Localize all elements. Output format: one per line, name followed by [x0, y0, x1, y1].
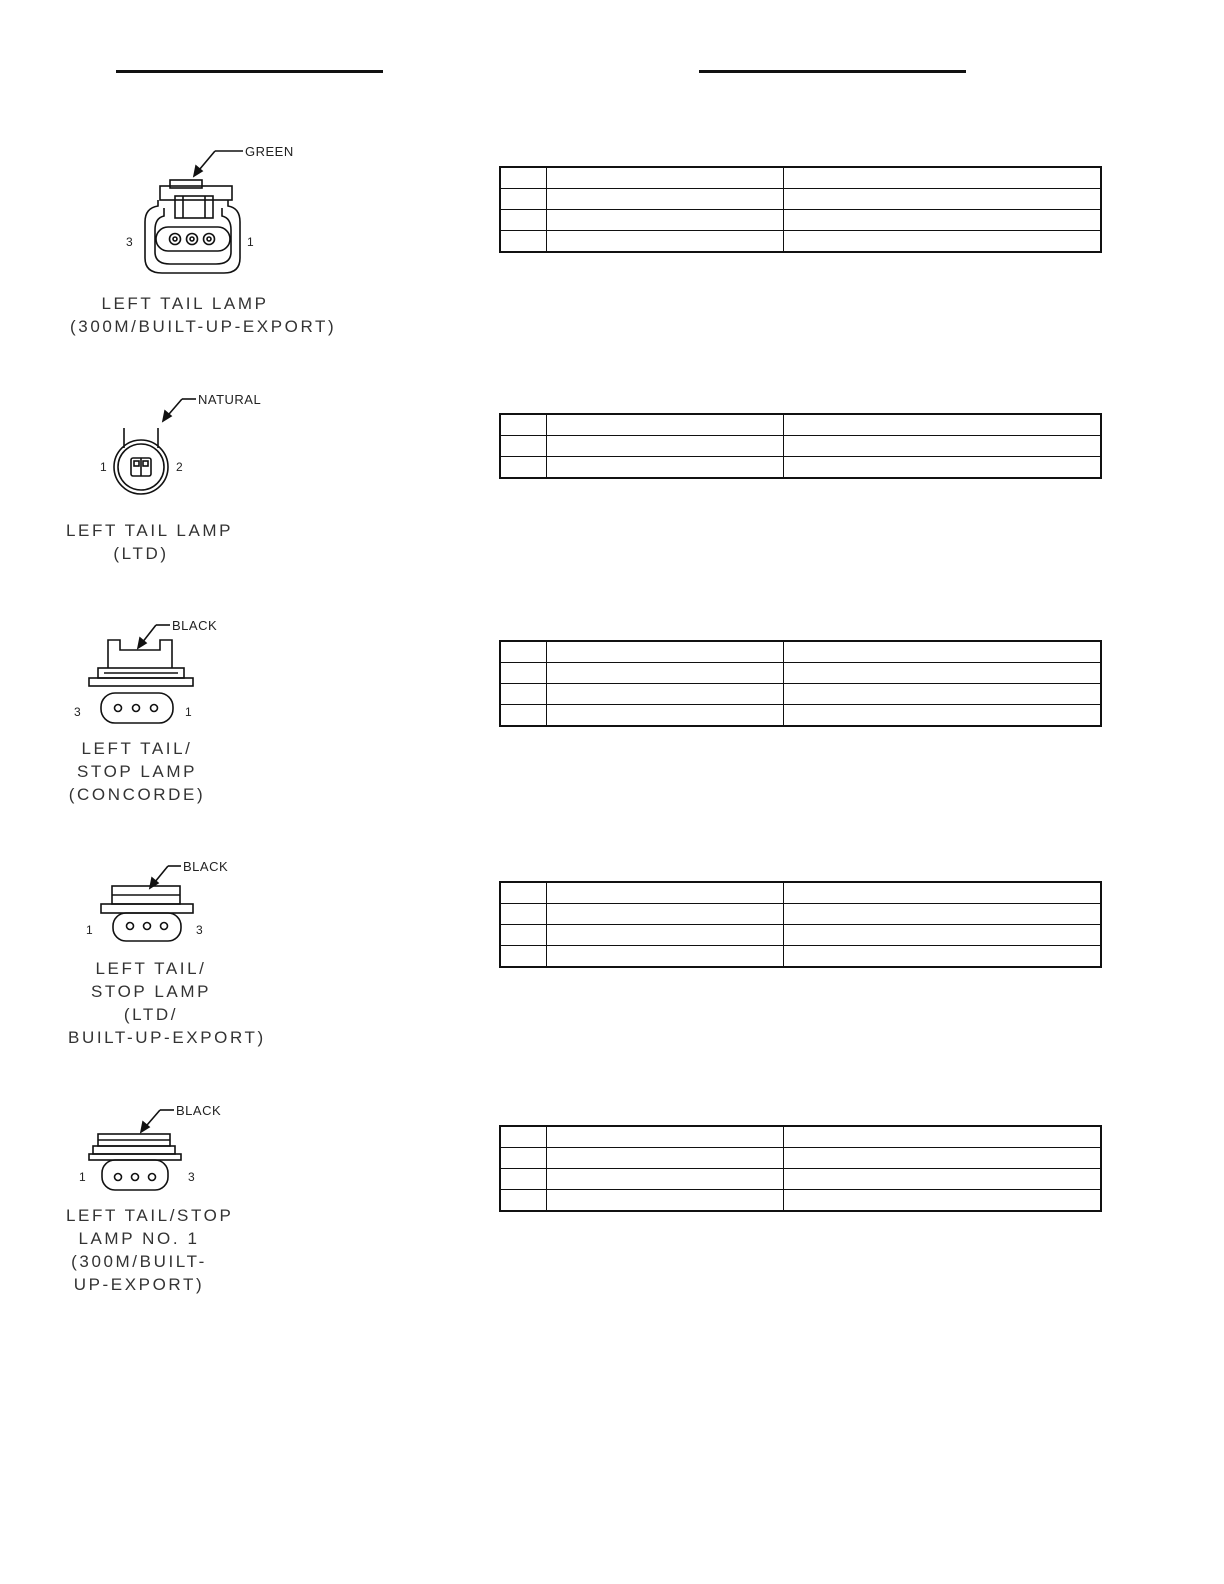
table-header-row	[500, 641, 1101, 663]
pin-number-label: 3	[126, 235, 133, 249]
table-header-row	[500, 167, 1101, 189]
table-row	[500, 946, 1101, 968]
pin-number-label: 3	[196, 923, 203, 937]
connector-drawing-left-tail-lamp-ltd	[114, 399, 196, 494]
table-row	[500, 684, 1101, 705]
connector-color-label: GREEN	[245, 144, 294, 159]
connector-color-label: BLACK	[183, 859, 229, 874]
caption-line: STOP LAMP	[90, 982, 212, 1001]
table-header-row	[500, 1126, 1101, 1148]
pin-number-label: 1	[86, 923, 93, 937]
table-row	[500, 1190, 1101, 1212]
caption-line: STOP LAMP	[76, 762, 198, 781]
caption-line: LEFT TAIL/STOP	[66, 1206, 234, 1225]
caption-line: BUILT-UP-EXPORT)	[68, 1028, 266, 1047]
table-header-row	[500, 414, 1101, 436]
pin-number-label: 1	[79, 1170, 86, 1184]
pinout-table-left-tail-lamp-ltd	[499, 413, 1102, 479]
connector-caption	[70, 292, 337, 338]
table-row	[500, 705, 1101, 727]
pin-number-label: 1	[247, 235, 254, 249]
connector-color-label: NATURAL	[198, 392, 262, 407]
pin-number-label: 3	[188, 1170, 195, 1184]
connector-drawing-left-tail-stop-lamp-ltd	[101, 866, 193, 941]
connector-drawing-left-tail-lamp-300m	[145, 151, 243, 273]
table-row	[500, 904, 1101, 925]
pin-number-label: 2	[176, 460, 183, 474]
caption-line: (CONCORDE)	[68, 785, 206, 804]
connector-caption	[68, 957, 266, 1049]
table-row	[500, 663, 1101, 684]
caption-line: LEFT TAIL LAMP	[101, 294, 269, 313]
caption-line: (LTD)	[113, 544, 169, 563]
caption-line: (300M/BUILT-UP-EXPORT)	[70, 317, 337, 336]
table-header-row	[500, 882, 1101, 904]
connector-color-label: BLACK	[172, 618, 218, 633]
connector-color-label: BLACK	[176, 1103, 222, 1118]
table-row	[500, 231, 1101, 253]
connector-drawing-left-tail-stop-lamp-no1	[89, 1110, 181, 1190]
caption-line: (300M/BUILT-	[71, 1252, 207, 1271]
caption-line: LEFT TAIL/	[95, 959, 207, 978]
caption-line: UP-EXPORT)	[73, 1275, 205, 1294]
caption-line: LAMP NO. 1	[78, 1229, 200, 1248]
pinout-table-left-tail-stop-lamp-no1	[499, 1125, 1102, 1212]
pin-number-label: 1	[100, 460, 107, 474]
table-row	[500, 189, 1101, 210]
table-row	[500, 925, 1101, 946]
table-row	[500, 457, 1101, 479]
pinout-table-left-tail-lamp-300m	[499, 166, 1102, 253]
caption-line: (LTD/	[123, 1005, 179, 1024]
caption-line: LEFT TAIL LAMP	[66, 521, 234, 540]
pinout-table-left-tail-stop-lamp-concorde	[499, 640, 1102, 727]
connector-drawing-left-tail-stop-lamp-concorde	[89, 625, 193, 723]
connector-caption	[66, 1204, 234, 1296]
pin-number-label: 3	[74, 705, 81, 719]
pinout-table-left-tail-stop-lamp-ltd	[499, 881, 1102, 968]
caption-line: LEFT TAIL/	[81, 739, 193, 758]
table-row	[500, 1169, 1101, 1190]
connector-caption	[66, 519, 234, 565]
table-row	[500, 1148, 1101, 1169]
table-row	[500, 436, 1101, 457]
pin-number-label: 1	[185, 705, 192, 719]
table-row	[500, 210, 1101, 231]
connector-caption	[66, 737, 208, 806]
